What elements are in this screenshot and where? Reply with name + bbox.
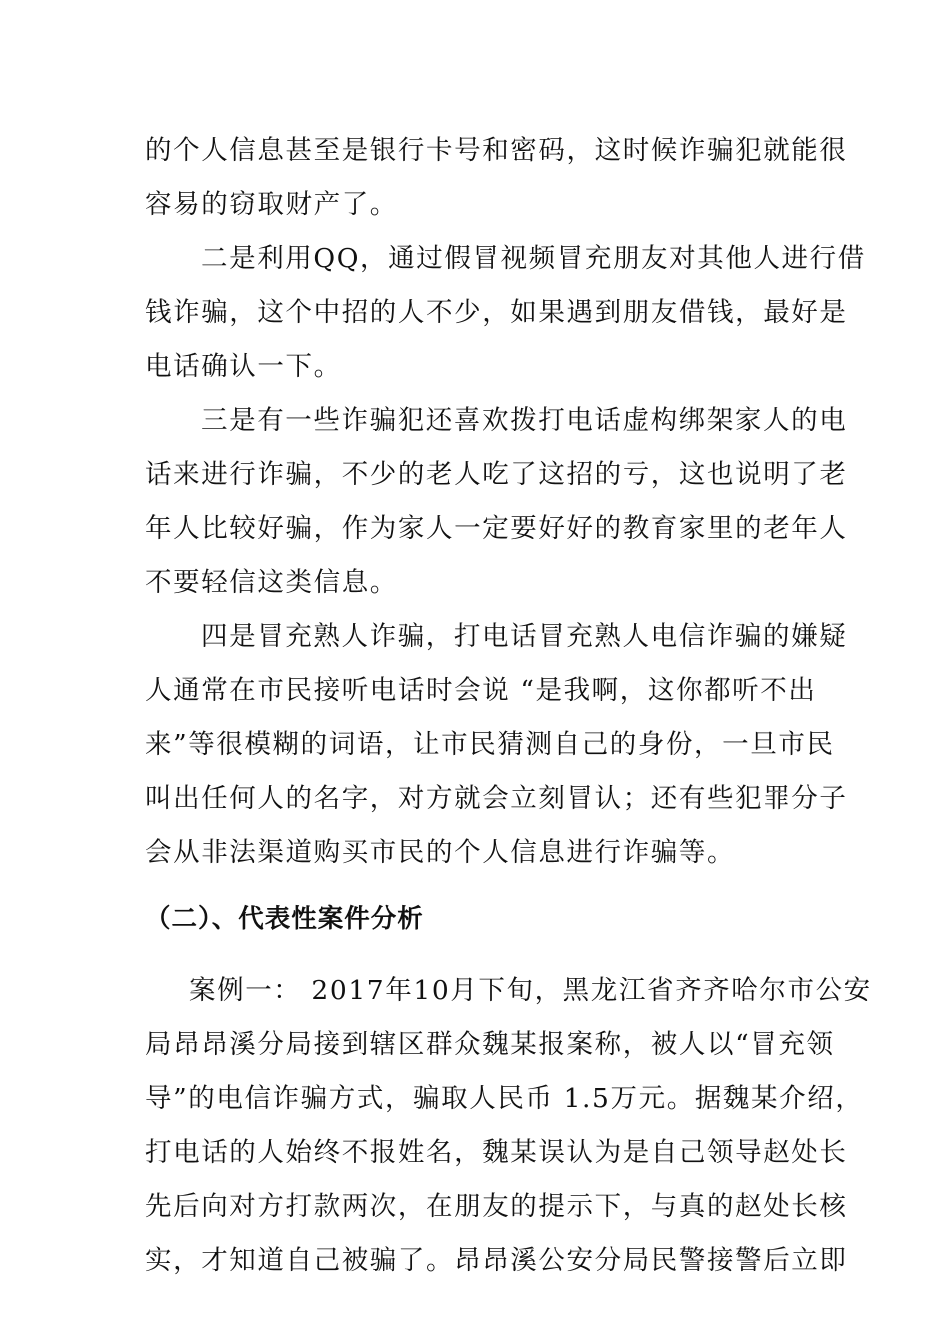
paragraph-point-two — [145, 232, 866, 394]
paragraph-case-one — [145, 964, 872, 1288]
text-line: 会从非法渠道购买市民的个人信息进行诈骗等。 — [145, 837, 736, 868]
text-line: 先后向对方打款两次，在朋友的提示下，与真的赵处长核 — [145, 1191, 848, 1222]
text-line: 话来进行诈骗，不少的老人吃了这招的亏，这也说明了老 — [145, 459, 848, 490]
text-line: 来”等很模糊的词语，让市民猜测自己的身份，一旦市民 — [145, 729, 835, 760]
text-line: 局昂昂溪分局接到辖区群众魏某报案称，被人以“冒充领 — [145, 1029, 835, 1060]
text-line: 不要轻信这类信息。 — [145, 567, 398, 598]
text-line: 容易的窃取财产了。 — [145, 189, 398, 220]
section-heading: （二）、代表性案件分析 — [145, 904, 424, 934]
text-line: 年人比较好骗，作为家人一定要好好的教育家里的老年人 — [145, 513, 848, 544]
text-line: 叫出任何人的名字，对方就会立刻冒认；还有些犯罪分子 — [145, 783, 848, 814]
paragraph-point-three — [145, 394, 848, 610]
text-line: 案例一： 2017年10月下旬，黑龙江省齐齐哈尔市公安 — [189, 975, 872, 1006]
paragraph-continuation — [145, 124, 848, 232]
paragraph-point-four — [145, 610, 848, 880]
text-line: 的个人信息甚至是银行卡号和密码，这时候诈骗犯就能很 — [145, 135, 848, 166]
text-line: 实，才知道自己被骗了。昂昂溪公安分局民警接警后立即 — [145, 1245, 848, 1276]
text-line: 电话确认一下。 — [145, 351, 342, 382]
text-line: 打电话的人始终不报姓名，魏某误认为是自己领导赵处长 — [145, 1137, 848, 1168]
text-line: 钱诈骗，这个中招的人不少，如果遇到朋友借钱，最好是 — [145, 297, 848, 328]
text-line: 导”的电信诈骗方式，骗取人民币 1.5万元。据魏某介绍， — [145, 1083, 864, 1114]
text-line: 人通常在市民接听电话时会说 “是我啊，这你都听不出 — [145, 675, 817, 706]
text-line: 三是有一些诈骗犯还喜欢拨打电话虚构绑架家人的电 — [201, 405, 848, 436]
text-line: 二是利用QQ，通过假冒视频冒充朋友对其他人进行借 — [201, 243, 866, 274]
document-body — [145, 124, 872, 1288]
text-line: 四是冒充熟人诈骗，打电话冒充熟人电信诈骗的嫌疑 — [201, 621, 848, 652]
